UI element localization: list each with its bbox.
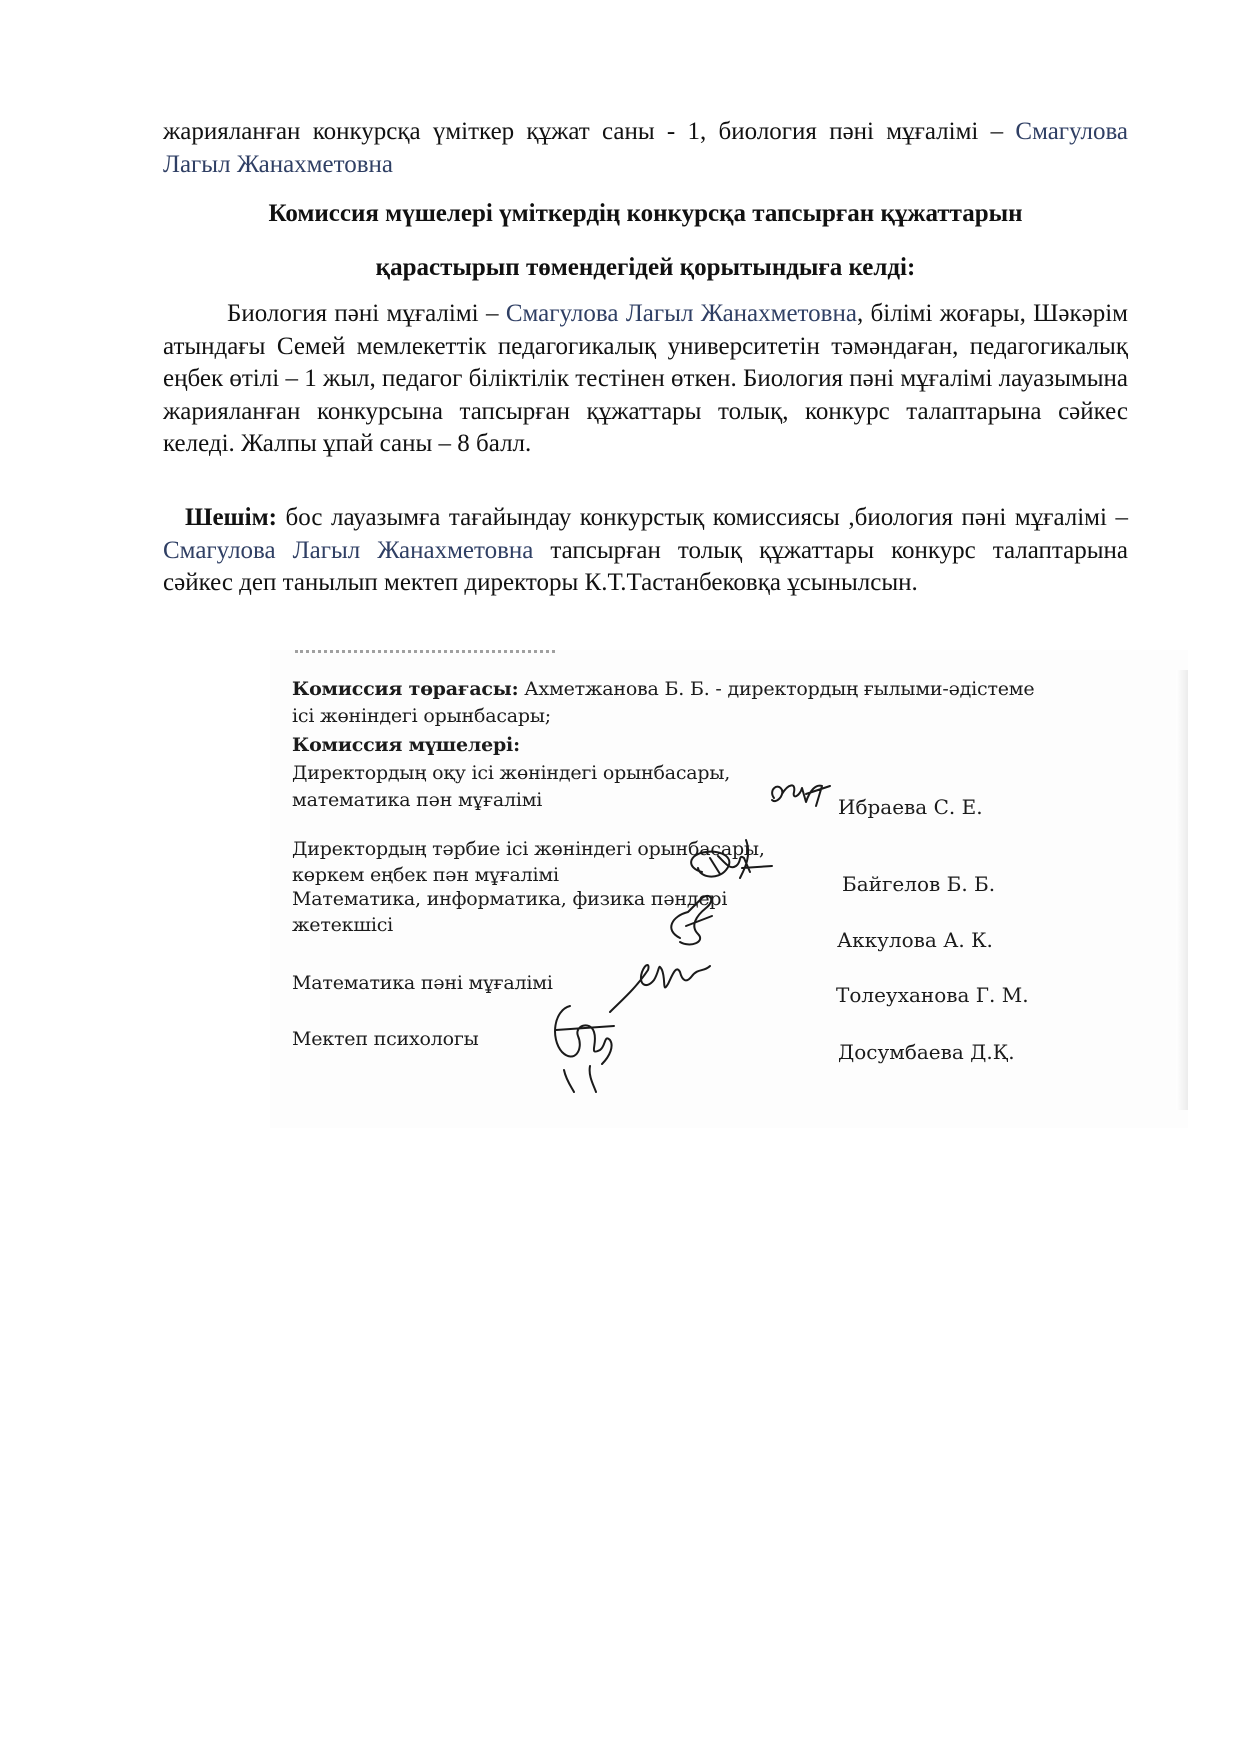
member3-role-2: жетекшісі (292, 914, 394, 936)
member2-role-2: көркем еңбек пән мұғалімі (292, 864, 559, 886)
candidate-name: Смагулова Лагыл Жанахметовна (505, 300, 857, 327)
conclusion-text-1: Биология пәні мұғалімі – (227, 300, 506, 327)
heading-line-1: Комиссия мүшелері үміткердің конкурсқа тапсырған құжаттарын (268, 200, 1023, 227)
decision-text-1: бос лауазымға тағайындау конкурстық комиссиясы ,биология пәні мұғалімі – (276, 504, 1128, 531)
chair-label: Комиссия төрағасы: (292, 678, 519, 700)
chair-line (292, 678, 1034, 700)
signature-ibraeva (766, 776, 836, 812)
member4-name: Толеуханова Г. М. (836, 983, 1029, 1007)
candidate-name: Смагулова Лагыл Жанахметовна (163, 118, 1129, 178)
member5-name: Досумбаева Д.Қ. (838, 1040, 1015, 1064)
decision-paragraph (163, 502, 1128, 600)
member5-role: Мектеп психологы (292, 1028, 479, 1050)
member1-role-1: Директордың оқу ісі жөніндегі орынбасары, (292, 762, 731, 784)
member2-name: Байгелов Б. Б. (842, 872, 996, 896)
member3-name: Аккулова А. К. (837, 928, 993, 952)
candidate-name: Смагулова Лагыл Жанахметовна (163, 536, 534, 564)
chair-text-2: ісі жөніндегі орынбасары; (292, 705, 551, 727)
member4-role: Математика пәні мұғалімі (292, 972, 553, 994)
decision-text-2: тапсырған толық құжаттары конкурс талаптарына сәйкес деп танылып мектеп директоры К.Т.Тастанбековқа ұсынылсын. (163, 536, 1129, 596)
signature-dosumbaeva (544, 990, 624, 1094)
member1-role-2: математика пән мұғалімі (292, 789, 543, 811)
signature-scan (270, 650, 1188, 1128)
member1-name: Ибраева С. Е. (838, 795, 983, 819)
scan-cut-edge (295, 650, 555, 659)
conclusion-paragraph (163, 298, 1128, 461)
members-label: Комиссия мүшелері: (292, 734, 520, 756)
heading-line-2: қарастырып төмендегідей қорытындыға келді: (375, 254, 916, 281)
intro-paragraph (163, 116, 1128, 181)
conclusion-text-2: , білімі жоғары, Шәкәрім атындағы Семей мемлекеттік педагогикалық университетін тәмәндаған, педагогикалық еңбек өтілі – 1 жыл, педагог біліктілік тестінен өткен. Биология пәні мұғалімі лауазымына жарияланған конкурсына тапсырған құжаттары толық, конкурс талаптарына сәйкес келеді. Жалпы ұпай саны – 8 балл. (163, 300, 1129, 457)
signature-akkulova (650, 886, 730, 956)
intro-text: жарияланған конкурсқа үміткер құжат саны - 1, биология пәні мұғалімі – (163, 118, 1004, 145)
member2-role-1: Директордың тәрбие ісі жөніндегі орынбасары, (292, 838, 765, 860)
member3-role-1: Математика, информатика, физика пәндері (292, 888, 728, 910)
chair-text: Ахметжанова Б. Б. - директордың ғылыми-әдістеме (518, 678, 1035, 700)
scan-shadow-edge (1176, 670, 1188, 1110)
decision-label: Шешім: (185, 504, 277, 531)
